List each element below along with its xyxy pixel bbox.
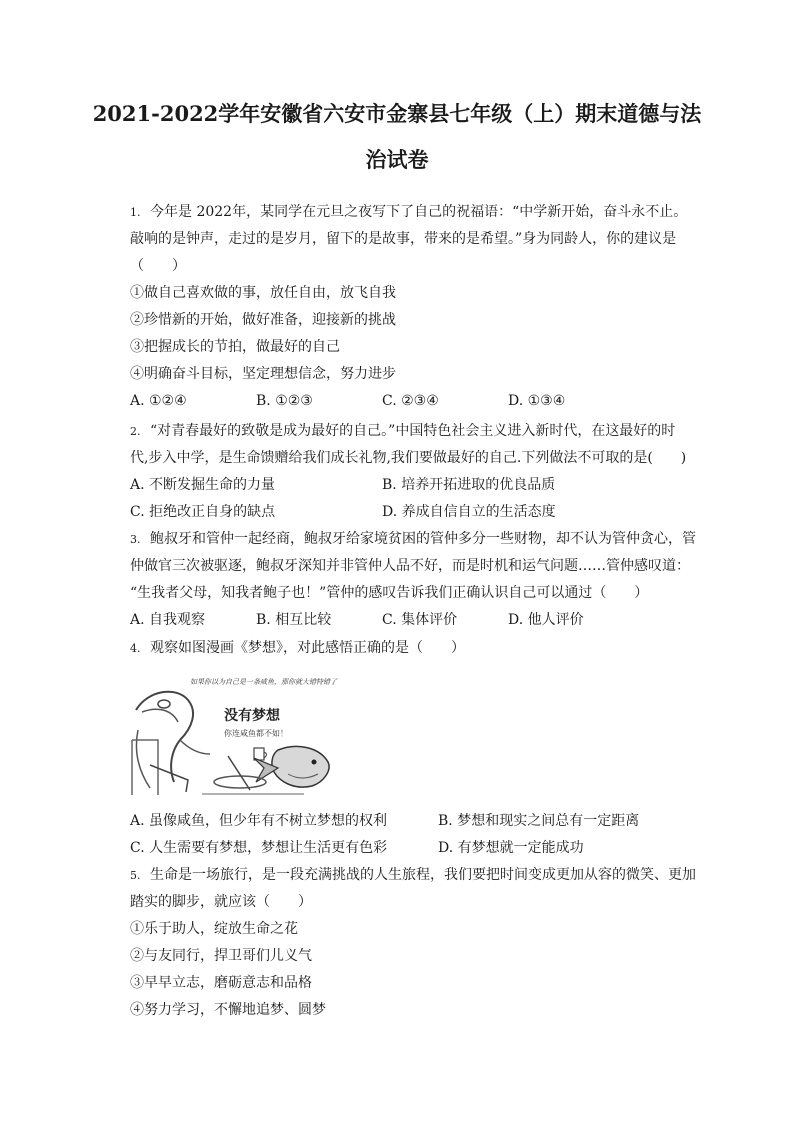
option-c[interactable]: C. ②③④ bbox=[382, 393, 439, 409]
option-d[interactable]: D. 他人评价 bbox=[508, 612, 584, 628]
option-d[interactable]: D. 有梦想就一定能成功 bbox=[438, 840, 584, 856]
options-row bbox=[130, 607, 696, 634]
question-text: 踏实的脚步，就应该（ ） bbox=[130, 894, 312, 910]
question-text: （ ） bbox=[130, 258, 186, 274]
question-number: 5. bbox=[130, 869, 141, 882]
dream-comic-image bbox=[128, 670, 338, 805]
statement: ②与友同行，捍卫哥们儿义气 bbox=[130, 948, 312, 964]
comic-caption-top: 如果你以为自己是一条咸鱼，那你就大错特错了！ bbox=[190, 679, 338, 686]
option-d[interactable]: D. ①③④ bbox=[508, 393, 566, 409]
options-row bbox=[130, 499, 696, 526]
option-c[interactable]: C. 拒绝改正自身的缺点 bbox=[130, 504, 276, 520]
option-a[interactable]: A. 不断发掘生命的力量 bbox=[130, 477, 276, 493]
option-a[interactable]: A. ①②④ bbox=[130, 393, 187, 409]
question-1 bbox=[130, 199, 696, 415]
option-a[interactable]: A. 虽像咸鱼，但少年有不树立梦想的权利 bbox=[130, 813, 388, 829]
title-line-2: 治试卷 bbox=[365, 147, 429, 172]
exam-title bbox=[90, 91, 704, 183]
question-2 bbox=[130, 418, 696, 526]
question-number: 4. bbox=[130, 642, 141, 655]
option-b[interactable]: B. 培养开拓进取的优良品质 bbox=[382, 477, 556, 493]
question-text: 敲响的是钟声，走过的是岁月，留下的是故事，带来的是希望。”身为同龄人，你的建议是 bbox=[130, 231, 677, 247]
question-text: 3. 鲍叔牙和管仲一起经商，鲍叔牙给家境贫困的管仲多分一些财物，却不认为管仲贪心，管 bbox=[130, 526, 696, 553]
option-b[interactable]: B. ①②③ bbox=[256, 393, 313, 409]
question-4 bbox=[130, 635, 696, 662]
option-c[interactable]: C. 人生需要有梦想，梦想让生活更有色彩 bbox=[130, 840, 388, 856]
comic-caption-bottom: 你连咸鱼都不如！ bbox=[224, 729, 288, 738]
statement: ③早早立志，磨砺意志和品格 bbox=[130, 975, 312, 991]
statement: ③把握成长的节拍，做最好的自己 bbox=[130, 339, 340, 355]
question-text: 5. 生命是一场旅行，是一段充满挑战的人生旅程，我们要把时间变成更加从容的微笑、更加 bbox=[130, 862, 696, 889]
question-3 bbox=[130, 526, 696, 634]
question-number: 1. bbox=[130, 206, 141, 219]
question-text: 代,步入中学，是生命馈赠给我们成长礼物,我们要做最好的自己.下列做法不可取的是( ) bbox=[130, 450, 687, 466]
option-b[interactable]: B. 相互比较 bbox=[256, 612, 332, 628]
comic-drawing bbox=[128, 670, 338, 805]
statement: ①做自己喜欢做的事，放任自由，放飞自我 bbox=[130, 285, 396, 301]
options-row bbox=[130, 388, 696, 415]
question-text: 仲做官三次被驱逐，鲍叔牙深知并非管仲人品不好，而是时机和运气问题……管仲感叹道： bbox=[130, 558, 690, 574]
statement: ①乐于助人，绽放生命之花 bbox=[130, 921, 298, 937]
question-number: 2. bbox=[130, 425, 141, 438]
question-text: “生我者父母，知我者鲍子也！”管仲的感叹告诉我们正确认识自己可以通过（ ） bbox=[130, 585, 649, 601]
option-b[interactable]: B. 梦想和现实之间总有一定距离 bbox=[438, 813, 640, 829]
options-row bbox=[130, 472, 696, 499]
title-line-1: 2021-2022学年安徽省六安市金寨县七年级（上）期末道德与法 bbox=[92, 101, 702, 126]
option-a[interactable]: A. 自我观察 bbox=[130, 612, 206, 628]
question-text: 4. 观察如图漫画《梦想》，对此感悟正确的是（ ） bbox=[130, 635, 696, 662]
question-number: 3. bbox=[130, 533, 141, 546]
statement: ④努力学习，不懈地追梦、圆梦 bbox=[130, 1002, 326, 1018]
statement: ④明确奋斗目标，坚定理想信念，努力进步 bbox=[130, 366, 396, 382]
option-c[interactable]: C. 集体评价 bbox=[382, 612, 458, 628]
question-5 bbox=[130, 862, 696, 1024]
comic-caption-big: 没有梦想 bbox=[224, 708, 280, 724]
statement: ②珍惜新的开始，做好准备，迎接新的挑战 bbox=[130, 312, 396, 328]
options-row bbox=[130, 808, 696, 835]
question-text: 2. “对青春最好的致敬是成为最好的自己。”中国特色社会主义进入新时代，在这最好的时 bbox=[130, 418, 696, 445]
question-4-options bbox=[130, 808, 696, 862]
question-text: 1. 今年是 2022年，某同学在元旦之夜写下了自己的祝福语：“中学新开始，奋斗永不止。 bbox=[130, 199, 696, 226]
options-row bbox=[130, 835, 696, 862]
option-d[interactable]: D. 养成自信自立的生活态度 bbox=[382, 504, 556, 520]
